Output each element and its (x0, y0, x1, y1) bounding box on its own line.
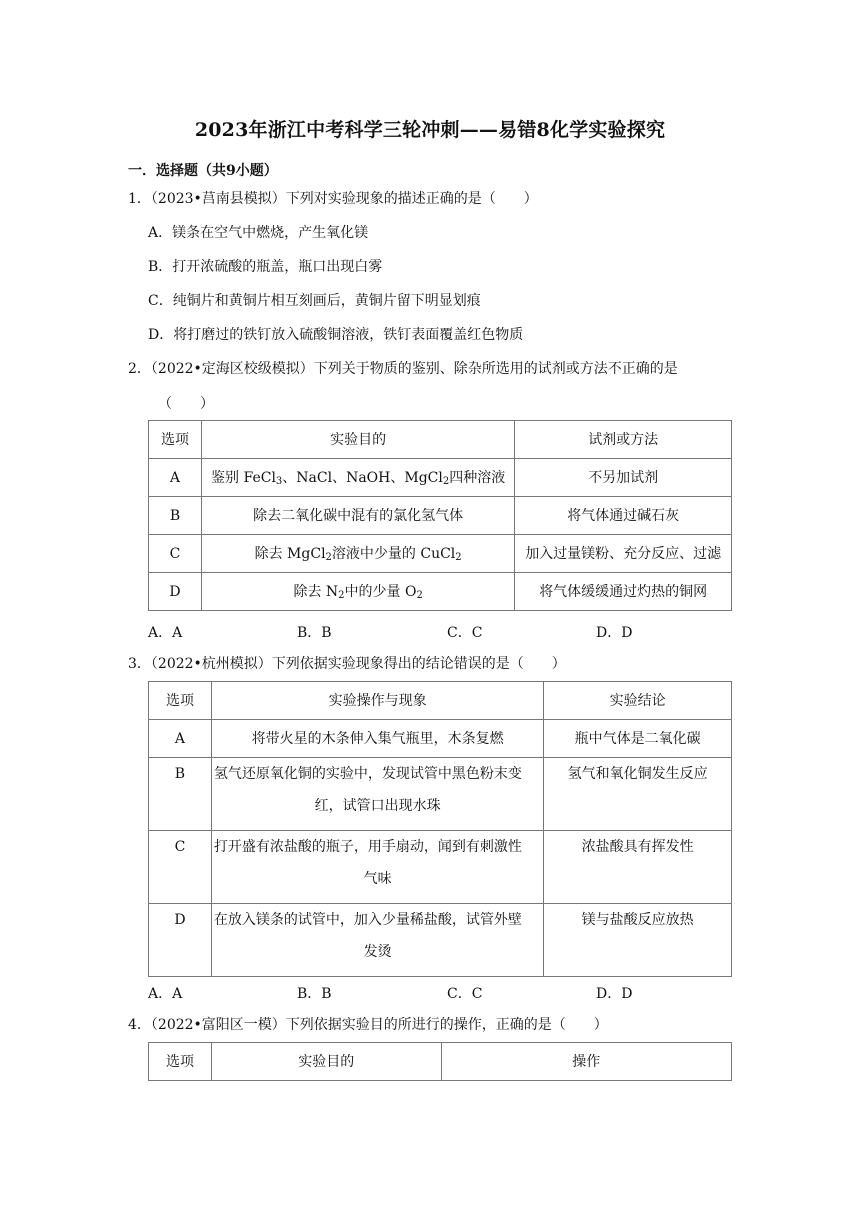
row-operation: 在放入镁条的试管中，加入少量稀盐酸，试管外壁 发烫 (211, 904, 543, 977)
table-row (149, 535, 732, 573)
row-conclusion: 浓盐酸具有挥发性 (544, 831, 732, 904)
header-conclusion: 实验结论 (544, 682, 732, 720)
question-3-answer-c[interactable]: C．C (447, 986, 483, 1002)
table-row (149, 573, 732, 611)
question-2-answer-paren: （ ） (158, 396, 214, 412)
table-row (149, 831, 732, 904)
row-goal: 除去 MgCl$_2$溶液中少量的 CuCl$_2$ (201, 535, 514, 573)
section-heading: 一．选择题（共9小题） (128, 163, 278, 179)
question-1-stem: 1．（2023•莒南县模拟）下列对实验现象的描述正确的是（ ） (128, 191, 538, 207)
question-3-answer-b[interactable]: B．B (297, 986, 332, 1002)
row-goal: 鉴别 FeCl$_3$、NaCl、NaOH、MgCl$_2$四种溶液 (201, 459, 514, 497)
header-option: 选项 (149, 1043, 212, 1081)
header-goal: 实验目的 (201, 421, 514, 459)
row-option: D (149, 573, 202, 611)
page-title: 2023年浙江中考科学三轮冲刺——易错8化学实验探究 (194, 119, 666, 141)
row-goal: 除去二氧化碳中混有的氯化氢气体 (201, 497, 514, 535)
table-row (149, 904, 732, 977)
question-4-table (148, 1042, 732, 1081)
question-4-stem: 4．（2022•富阳区一模）下列依据实验目的所进行的操作，正确的是（ ） (128, 1017, 608, 1033)
question-3-answer-d[interactable]: D．D (596, 986, 633, 1002)
header-goal: 实验目的 (211, 1043, 441, 1081)
question-2-stem: 2．（2022•定海区校级模拟）下列关于物质的鉴别、除杂所选用的试剂或方法不正确的是 (128, 361, 678, 377)
row-option: A (149, 459, 202, 497)
table-header-row (149, 421, 732, 459)
row-option: A (149, 720, 212, 758)
table-row (149, 497, 732, 535)
question-1-option-c[interactable]: C．纯铜片和黄铜片相互刻画后，黄铜片留下明显划痕 (148, 293, 481, 309)
row-conclusion: 瓶中气体是二氧化碳 (544, 720, 732, 758)
row-method: 不另加试剂 (515, 459, 732, 497)
row-goal: 除去 $N_2$中的少量 $O_2$ (201, 573, 514, 611)
question-2-table (148, 420, 732, 611)
table-header-row (149, 682, 732, 720)
row-conclusion: 氢气和氧化铜发生反应 (544, 758, 732, 831)
header-option: 选项 (149, 682, 212, 720)
row-method: 将气体通过碱石灰 (515, 497, 732, 535)
row-option: C (149, 535, 202, 573)
row-operation: 将带火星的木条伸入集气瓶里，木条复燃 (211, 720, 543, 758)
question-3-answer-a[interactable]: A．A (148, 986, 183, 1002)
header-operation: 实验操作与现象 (211, 682, 543, 720)
table-row (149, 720, 732, 758)
header-operation: 操作 (441, 1043, 732, 1081)
question-2-answer-b[interactable]: B．B (297, 625, 332, 641)
question-3-table (148, 681, 732, 977)
question-1-option-b[interactable]: B．打开浓硫酸的瓶盖，瓶口出现白雾 (148, 259, 383, 275)
table-row (149, 758, 732, 831)
question-2-answer-d[interactable]: D．D (596, 625, 633, 641)
header-option: 选项 (149, 421, 202, 459)
header-method: 试剂或方法 (515, 421, 732, 459)
row-method: 将气体缓缓通过灼热的铜网 (515, 573, 732, 611)
row-option: B (149, 758, 212, 831)
row-method: 加入过量镁粉、充分反应、过滤 (515, 535, 732, 573)
row-operation: 氢气还原氧化铜的实验中，发现试管中黑色粉末变 红，试管口出现水珠 (211, 758, 543, 831)
question-1-option-d[interactable]: D．将打磨过的铁钉放入硫酸铜溶液，铁钉表面覆盖红色物质 (148, 327, 524, 343)
row-operation: 打开盛有浓盐酸的瓶子，用手扇动，闻到有刺激性 气味 (211, 831, 543, 904)
row-conclusion: 镁与盐酸反应放热 (544, 904, 732, 977)
question-2-answer-a[interactable]: A．A (148, 625, 183, 641)
table-header-row (149, 1043, 732, 1081)
row-option: B (149, 497, 202, 535)
question-2-answer-c[interactable]: C．C (447, 625, 483, 641)
row-option: C (149, 831, 212, 904)
row-option: D (149, 904, 212, 977)
table-row (149, 459, 732, 497)
question-1-option-a[interactable]: A．镁条在空气中燃烧，产生氧化镁 (148, 225, 369, 241)
question-3-stem: 3．（2022•杭州模拟）下列依据实验现象得出的结论错误的是（ ） (128, 656, 566, 672)
